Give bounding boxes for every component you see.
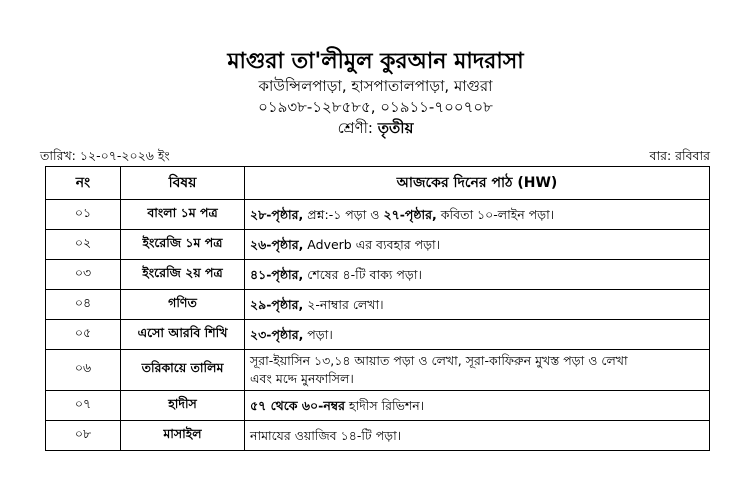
row-subject: মাসাইল bbox=[121, 421, 245, 451]
hw-text: নামাযের ওয়াজিব ১৪-টি পড়া। bbox=[250, 427, 402, 443]
row-number: ০৪ bbox=[46, 290, 121, 320]
hw-bold: ২৩-পৃষ্ঠার, bbox=[250, 326, 304, 342]
table-row bbox=[46, 391, 710, 421]
letterhead bbox=[0, 48, 751, 138]
hw-bold-2: ২৭-পৃষ্ঠার, bbox=[383, 206, 437, 222]
table-row bbox=[46, 230, 710, 260]
row-number: ০৩ bbox=[46, 260, 121, 290]
madrasa-phones: ০১৯৩৮-১২৮৫৮৫, ০১৯১১-৭০০৭০৮ bbox=[258, 98, 493, 116]
madrasa-title: মাগুরা তা'লীমুল কুরআন মাদরাসা bbox=[227, 49, 524, 74]
row-number: ০৬ bbox=[46, 350, 121, 391]
row-homework bbox=[245, 290, 710, 320]
hw-text: ২-নাম্বার লেখা। bbox=[303, 296, 384, 312]
class-line bbox=[0, 118, 751, 138]
date-text: তারিখ: ১২-০৭-২০২৬ ইং bbox=[40, 148, 170, 163]
hw-text: শেষের ৪-টি বাক্য পড়া। bbox=[303, 266, 422, 282]
table-row bbox=[46, 200, 710, 230]
row-homework bbox=[245, 320, 710, 350]
row-number: ০১ bbox=[46, 200, 121, 230]
hw-text: প্রশ্ন:-১ পড়া ও bbox=[303, 206, 384, 222]
table-row bbox=[46, 350, 710, 391]
row-number: ০৫ bbox=[46, 320, 121, 350]
day-text: বার: রবিবার bbox=[649, 148, 710, 163]
row-subject: তরিকায়ে তালিম bbox=[121, 350, 245, 391]
hw-bold: ২৬-পৃষ্ঠার, bbox=[250, 236, 304, 252]
row-number: ০২ bbox=[46, 230, 121, 260]
header-subject: বিষয় bbox=[121, 167, 245, 200]
madrasa-address: কাউন্সিলপাড়া, হাসপাতালপাড়া, মাগুরা bbox=[258, 77, 493, 95]
hw-text: Adverb এর ব্যবহার পড়া। bbox=[303, 236, 441, 252]
hw-bold: ২৮-পৃষ্ঠার, bbox=[250, 206, 304, 222]
table-row bbox=[46, 421, 710, 451]
header-no: নং bbox=[46, 167, 121, 200]
row-subject: গণিত bbox=[121, 290, 245, 320]
class-label: শ্রেণী: bbox=[337, 119, 373, 137]
row-subject: হাদীস bbox=[121, 391, 245, 421]
row-homework bbox=[245, 421, 710, 451]
hw-bold: ৪১-পৃষ্ঠার, bbox=[250, 266, 304, 282]
hw-text-2: কবিতা ১০-লাইন পড়া। bbox=[436, 206, 555, 222]
header-homework: আজকের দিনের পাঠ (HW) bbox=[245, 167, 710, 200]
row-homework bbox=[245, 200, 710, 230]
hw-text: হাদীস রিভিশন। bbox=[345, 397, 425, 413]
row-number: ০৭ bbox=[46, 391, 121, 421]
row-homework bbox=[245, 230, 710, 260]
hw-line-2: এবং মদ্দে মুনফাসিল। bbox=[250, 371, 354, 386]
row-subject: বাংলা ১ম পত্র bbox=[121, 200, 245, 230]
row-homework bbox=[245, 391, 710, 421]
class-value: তৃতীয় bbox=[377, 119, 414, 137]
table-row bbox=[46, 260, 710, 290]
homework-table bbox=[45, 166, 710, 451]
table-row bbox=[46, 290, 710, 320]
table-header-row bbox=[46, 167, 710, 200]
hw-bold: ২৯-পৃষ্ঠার, bbox=[250, 296, 304, 312]
row-number: ০৮ bbox=[46, 421, 121, 451]
hw-text: পড়া। bbox=[303, 326, 333, 342]
row-subject: এসো আরবি শিখি bbox=[121, 320, 245, 350]
row-homework bbox=[245, 260, 710, 290]
row-homework bbox=[245, 350, 710, 391]
hw-bold: ৫৭ থেকে ৬০-নম্বর bbox=[250, 397, 346, 413]
row-subject: ইংরেজি ১ম পত্র bbox=[121, 230, 245, 260]
hw-line-1: সূরা-ইয়াসিন ১৩,১৪ আয়াত পড়া ও লেখা, সূরা-কাফিরুন মুখস্ত পড়া ও লেখা bbox=[250, 353, 628, 368]
table-row bbox=[46, 320, 710, 350]
row-subject: ইংরেজি ২য় পত্র bbox=[121, 260, 245, 290]
